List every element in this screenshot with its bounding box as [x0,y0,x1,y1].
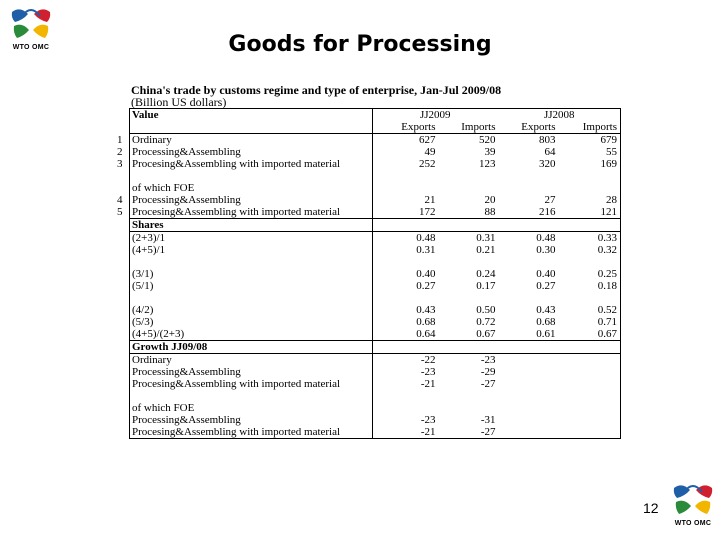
value-cell: 55 [559,146,621,158]
table-cell [439,341,499,354]
value-cell [373,182,439,194]
share-cell: 0.43 [416,304,436,316]
table-cell [559,426,621,439]
row-number: 5 [117,206,123,218]
table-cell [499,402,559,414]
row-label: Ordinary [130,354,373,367]
share-cell: 0.67 [439,328,499,341]
table-cell [439,390,499,402]
share-cell: 0.31 [476,232,496,244]
table-cell [559,414,621,426]
value-row [130,134,621,147]
share-cell: 0.52 [559,304,621,316]
table-cell [373,390,439,402]
value-cell: 216 [499,206,559,219]
table-cell [130,256,373,268]
row-label: (2+3)/1 [130,232,373,245]
value-row [130,206,621,219]
share-row [130,244,621,256]
row-label: (5/3) [130,316,373,328]
table-cell [130,390,373,402]
share-cell: 0.33 [559,232,621,245]
table-cell [499,219,559,232]
table-cell [559,402,621,414]
row-label: (3/1) [130,268,373,280]
trade-table [117,108,621,439]
growth-cell: -27 [480,378,496,390]
value-cell: 172 [373,206,439,219]
table-cell [559,378,621,390]
column-header: Imports [439,121,499,134]
growth-cell [439,402,499,414]
row-label: Procesing&Assembling with imported material [130,426,373,439]
shares-section-label: Shares [130,219,373,232]
table-cell [499,256,559,268]
value-cell: 20 [484,194,496,206]
share-row [130,328,621,341]
table-cell [559,354,621,367]
value-cell: 803 [539,134,556,146]
column-header: Exports [499,121,559,134]
table-cell [439,256,499,268]
wto-logo-bottom [668,478,718,534]
table-title: China's trade by customs regime and type of enterprise, Jan-Jul 2009/08 [131,83,502,97]
page-number: 12 [643,500,659,516]
table-cell [439,292,499,304]
table-cell [559,366,621,378]
share-cell: 0.67 [559,328,621,341]
value-header: Value [130,109,373,122]
value-cell: 27 [544,194,556,206]
blank-row [130,390,621,402]
row-label-text: Processing&Assembling [132,194,241,206]
section-row [130,219,621,232]
share-cell: 0.40 [416,268,436,280]
table-cell [439,219,499,232]
row-label: (4/2) [130,304,373,316]
logo-text: WTO OMC [674,520,712,527]
row-label: Procesing&Assembling with imported material [130,378,373,390]
table-subtitle: (Billion US dollars) [131,95,227,109]
growth-cell: -22 [420,354,436,366]
value-cell: 64 [544,146,556,158]
value-cell: 252 [419,158,436,170]
row-label: Processing&Assembling [130,414,373,426]
growth-section-label: Growth JJ09/08 [130,341,373,354]
row-number: 2 [117,146,123,158]
column-header-row [130,121,621,134]
logo-text: WTO OMC [12,44,50,51]
growth-cell: -21 [420,378,436,390]
trade-table-panel [114,84,620,439]
table-cell [559,292,621,304]
share-cell: 0.25 [559,268,621,280]
share-cell: 0.68 [416,316,436,328]
value-row [130,182,621,194]
row-label: (5/1) [130,280,373,292]
growth-row [130,378,621,390]
table-cell [373,341,439,354]
row-label: Processing&Assembling [130,366,373,378]
table-cell [499,292,559,304]
growth-cell [373,402,439,414]
row-label [117,206,373,219]
table-cell [559,256,621,268]
growth-row [130,366,621,378]
slide-title: Goods for Processing [228,32,492,57]
value-cell: 520 [479,134,496,146]
growth-row [130,426,621,439]
value-cell: 21 [424,194,436,206]
growth-cell: -23 [480,354,496,366]
blank-row [130,292,621,304]
growth-row [130,354,621,367]
table-cell [499,414,559,426]
table-cell [130,292,373,304]
table-cell [439,170,499,182]
share-cell: 0.43 [536,304,556,316]
table-cell [373,219,439,232]
column-header: Imports [559,121,621,134]
share-cell: 0.48 [416,232,436,244]
growth-cell: -23 [420,366,436,378]
row-label-text: Procesing&Assembling with imported material [132,158,341,170]
table-cell [499,341,559,354]
share-cell: 0.71 [559,316,621,328]
period-2008-header: JJ2008 [499,109,621,122]
share-cell: 0.24 [476,268,496,280]
table-cell [559,341,621,354]
table-cell [559,390,621,402]
period-2009-header: JJ2009 [373,109,499,122]
row-label [117,194,373,206]
value-cell: 627 [419,134,436,146]
value-cell [439,182,499,194]
value-cell: 39 [484,146,496,158]
value-cell: 28 [559,194,621,206]
value-cell: 49 [424,146,436,158]
share-cell: 0.61 [499,328,559,341]
table-cell [559,170,621,182]
share-row [130,304,621,316]
table-cell [499,170,559,182]
blank-row [130,170,621,182]
table-cell [499,354,559,367]
value-row [130,158,621,170]
share-cell: 0.40 [536,268,556,280]
share-cell: 0.68 [536,316,556,328]
row-label [130,182,373,194]
table-cell [373,256,439,268]
row-label-text: Ordinary [132,134,172,146]
share-row [130,232,621,245]
row-label: (4+5)/(2+3) [130,328,373,341]
value-cell: 679 [559,134,621,147]
value-cell: 123 [479,158,496,170]
row-number: 1 [117,134,123,146]
value-cell: 169 [559,158,621,170]
growth-cell: -21 [373,426,439,439]
section-row [130,341,621,354]
value-cell: 320 [539,158,556,170]
row-label: of which FOE [130,402,373,414]
header-row [130,109,621,122]
row-number: 4 [117,194,123,206]
row-label [117,146,373,158]
share-cell: 0.32 [559,244,621,256]
table-cell [499,426,559,439]
table-cell [373,170,439,182]
share-row [130,280,621,292]
share-cell: 0.50 [476,304,496,316]
share-row [130,268,621,280]
table-cell [130,170,373,182]
share-cell: 0.31 [416,244,436,256]
row-label [117,158,373,170]
share-cell: 0.18 [559,280,621,292]
column-header: Exports [373,121,439,134]
table-cell [130,121,373,134]
table-cell [499,378,559,390]
value-row [130,194,621,206]
table-cell [373,292,439,304]
share-row [130,316,621,328]
growth-row [130,402,621,414]
wto-logo-icon [668,478,718,522]
share-cell: 0.30 [536,244,556,256]
share-cell: 0.21 [476,244,496,256]
value-cell: 121 [559,206,621,219]
growth-cell: -27 [439,426,499,439]
share-cell: 0.48 [536,232,556,244]
table-cell [499,366,559,378]
growth-cell: -31 [480,414,496,426]
value-cell [559,182,621,194]
row-number: 3 [117,158,123,170]
value-row [130,146,621,158]
table-cell [499,390,559,402]
growth-row [130,414,621,426]
row-label-text: of which FOE [132,182,195,194]
share-cell: 0.72 [476,316,496,328]
row-label [117,134,373,147]
row-label: (4+5)/1 [130,244,373,256]
table-cell [559,219,621,232]
value-cell: 88 [439,206,499,219]
row-label-text: Procesing&Assembling with imported material [132,206,341,218]
share-cell: 0.17 [476,280,496,292]
growth-cell: -29 [480,366,496,378]
row-label-text: Processing&Assembling [132,146,241,158]
share-cell: 0.64 [373,328,439,341]
growth-cell: -23 [420,414,436,426]
share-cell: 0.27 [416,280,436,292]
value-cell [499,182,559,194]
share-cell: 0.27 [536,280,556,292]
blank-row [130,256,621,268]
